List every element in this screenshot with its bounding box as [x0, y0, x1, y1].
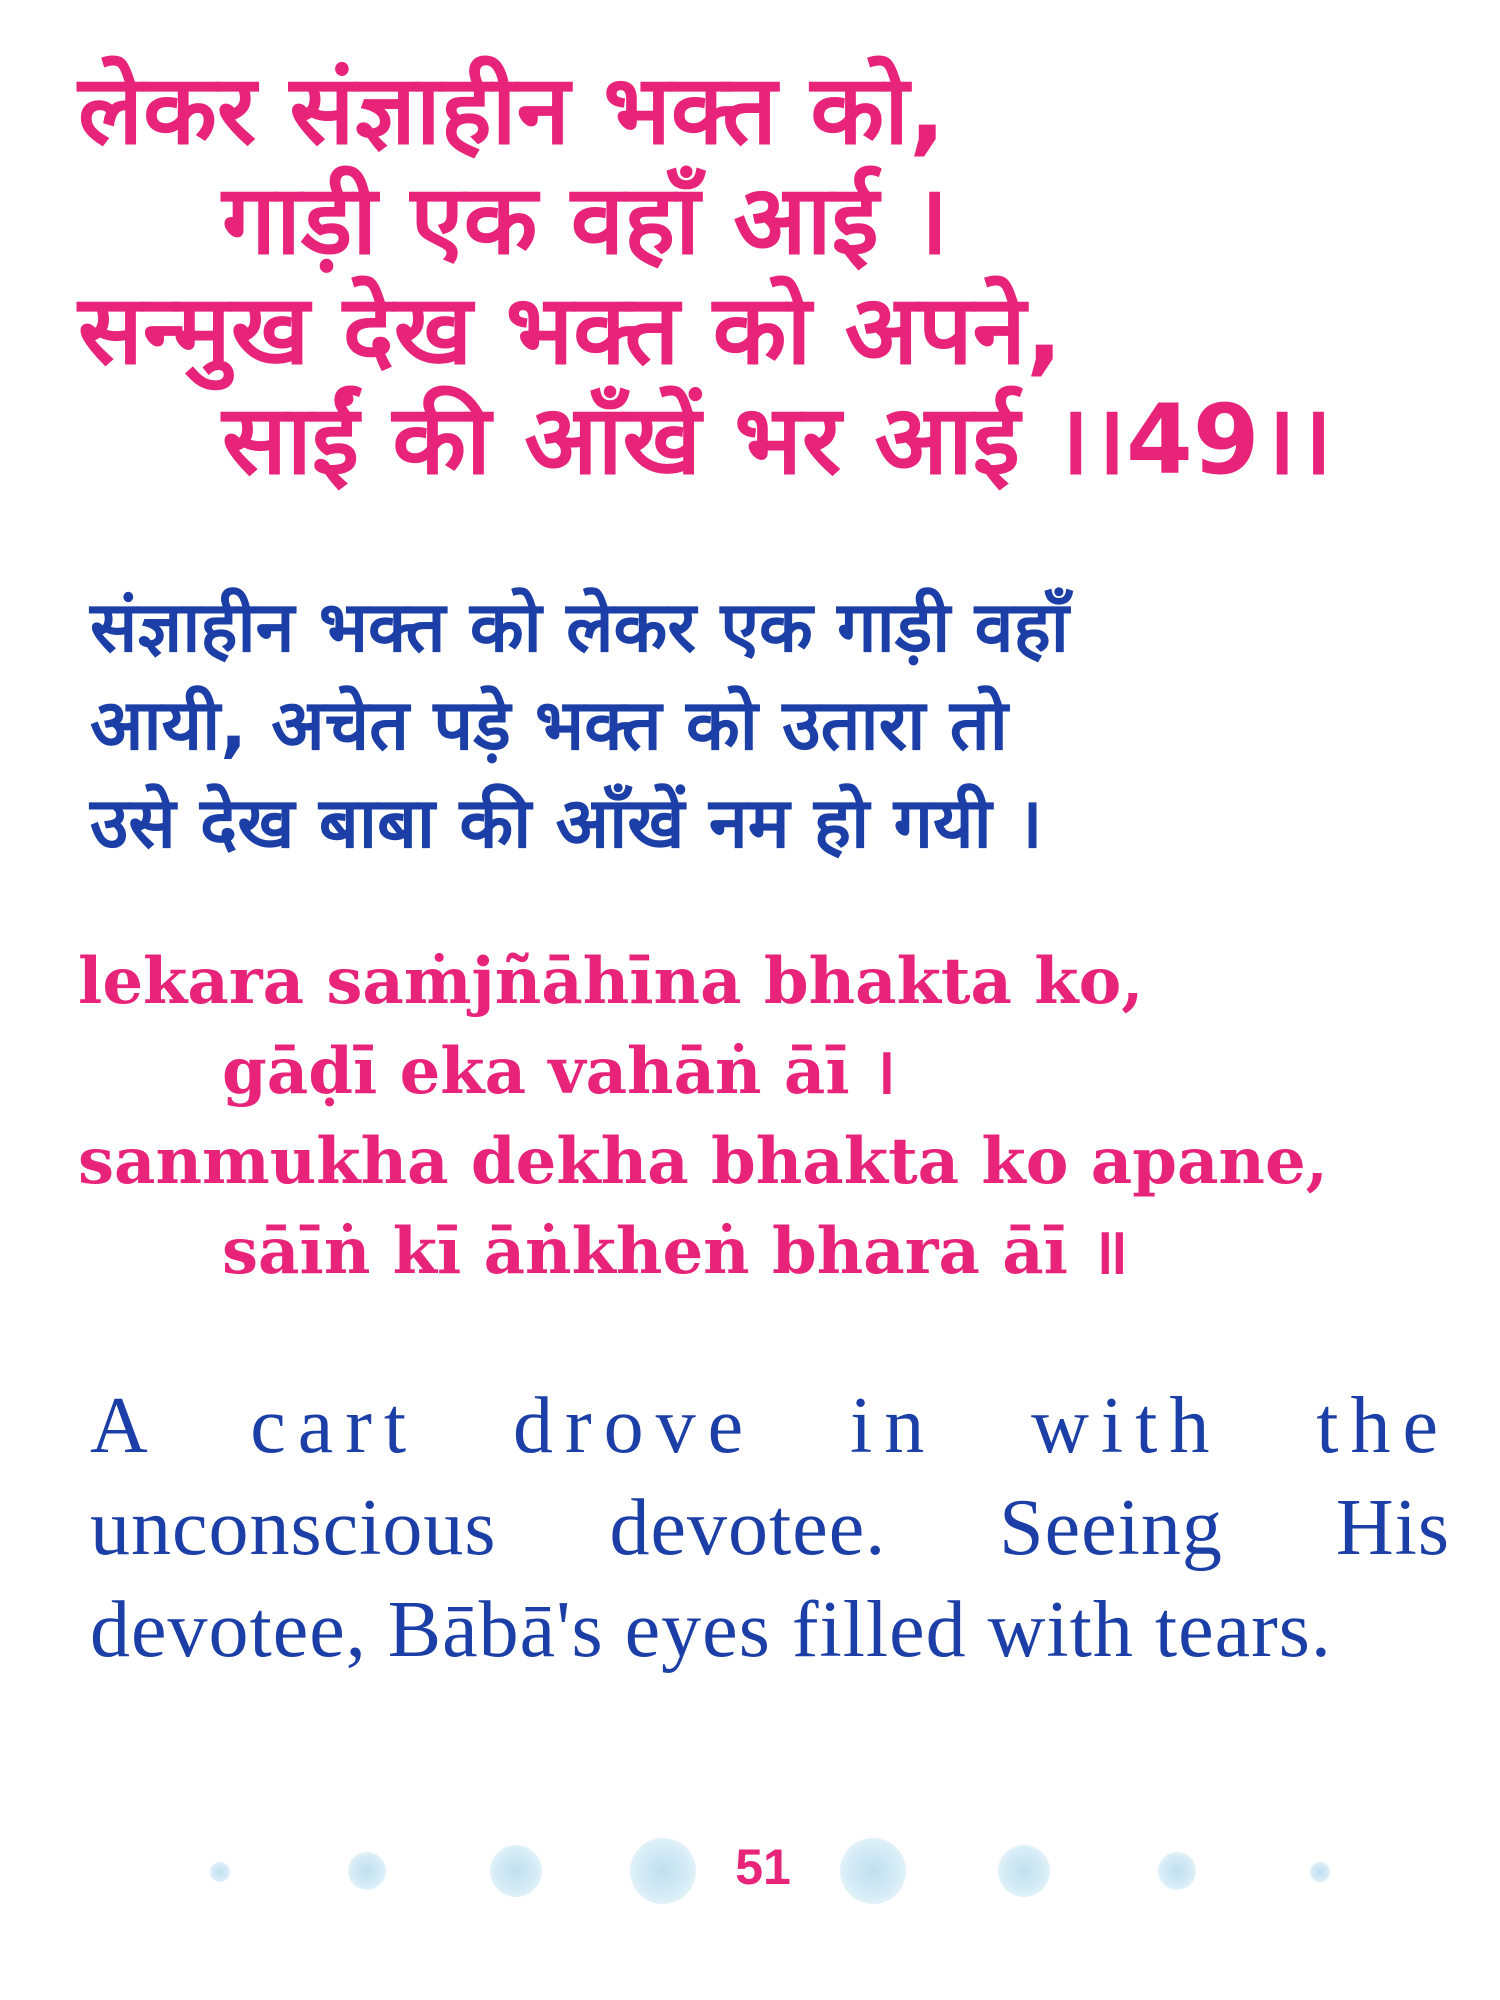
- english-line-1: A cart drove in with the: [90, 1382, 1450, 1470]
- footer-dot: [1158, 1852, 1196, 1890]
- transliteration-line-1: lekara saṁjñāhīna bhakta ko,: [78, 944, 1144, 1019]
- footer-dot: [1310, 1862, 1330, 1882]
- hindi-verse-line-1: लेकर संज्ञाहीन भक्त को,: [78, 54, 946, 166]
- hindi-meaning-line-3: उसे देख बाबा की आँखें नम हो गयी ।: [90, 782, 1043, 864]
- transliteration-line-2: gāḍī eka vahāṅ āī ।: [222, 1034, 897, 1109]
- transliteration-line-4: sāīṅ kī āṅkheṅ bhara āī ॥: [222, 1214, 1129, 1289]
- transliteration-line-3: sanmukha dekha bhakta ko apane,: [78, 1124, 1328, 1199]
- hindi-verse-line-2: गाड़ी एक वहाँ आई ।: [222, 164, 949, 276]
- english-translation: [90, 1375, 1450, 1681]
- footer-dot: [348, 1852, 386, 1890]
- hindi-meaning-line-2: आयी, अचेत पड़े भक्त को उतारा तो: [90, 684, 1008, 766]
- hindi-verse-line-3: सन्मुख देख भक्त को अपने,: [78, 274, 1063, 386]
- footer-dot: [998, 1845, 1050, 1897]
- hindi-verse-line-4: साईं की आँखें भर आई ।।49।।: [222, 384, 1333, 496]
- footer-dot: [840, 1838, 906, 1904]
- footer-dot: [210, 1862, 230, 1882]
- english-rest: unconscious devotee. Seeing His devotee, Bābā's eyes filled with tears.: [90, 1484, 1450, 1674]
- hindi-meaning-line-1: संज्ञाहीन भक्त को लेकर एक गाड़ी वहाँ: [90, 586, 1069, 668]
- footer-dot: [490, 1845, 542, 1897]
- footer-dot: [630, 1838, 696, 1904]
- page-number: 51: [735, 1839, 791, 1895]
